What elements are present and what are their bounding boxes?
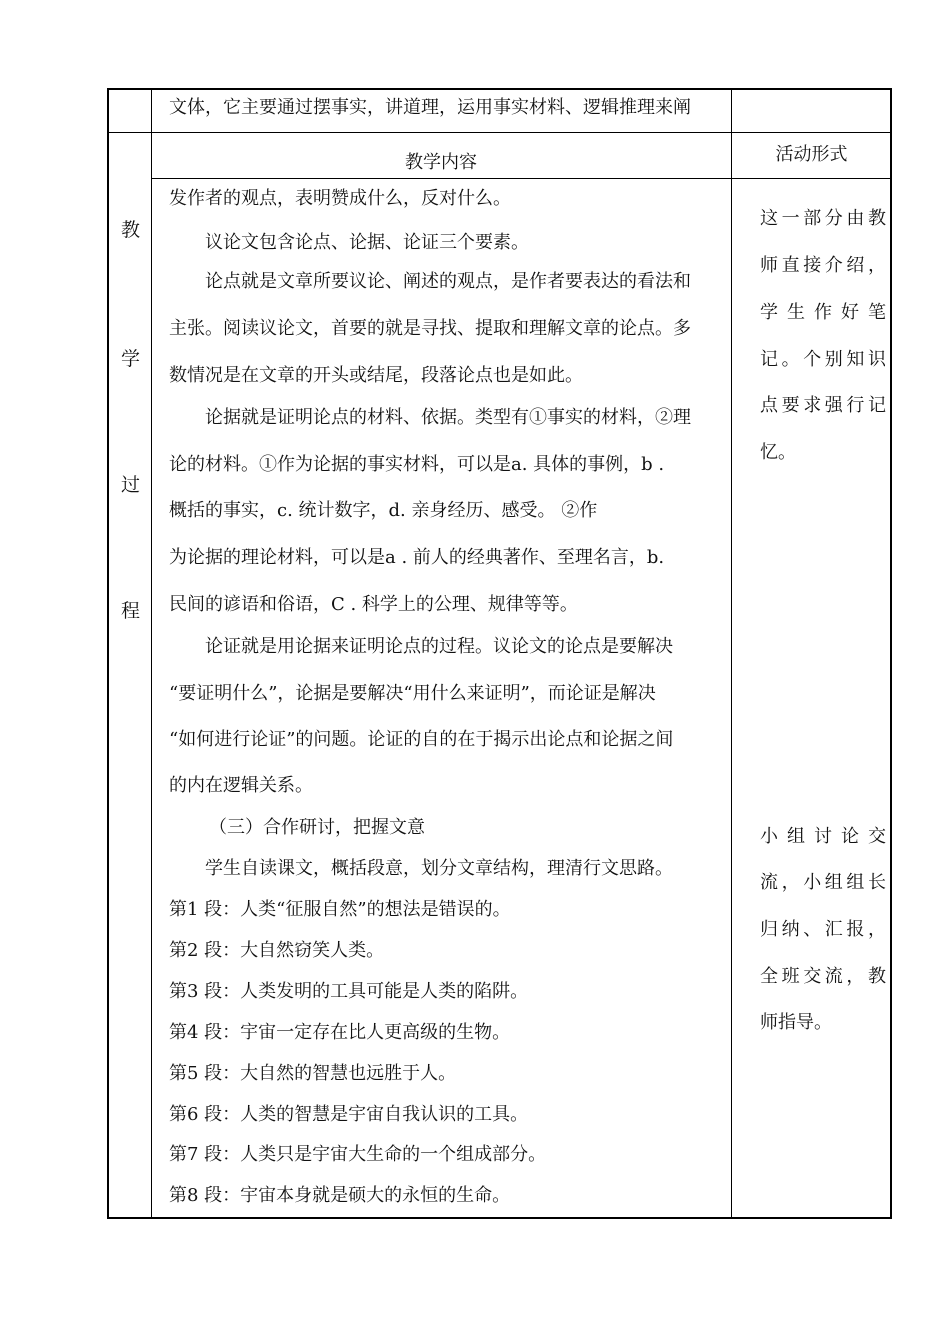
activity-line: 流 ， 小 组 组 长 [760, 872, 886, 893]
content-line: 第6 段：人类的智慧是宇宙自我认识的工具。 [169, 1104, 529, 1125]
content-line: “如何进行论证”的问题。论证的自的在于揭示出论点和论据之间 [169, 729, 674, 750]
side-label-char: 程 [120, 600, 140, 622]
content-line: 第1 段：人类“征服自然”的想法是错误的。 [169, 899, 511, 920]
content-line: 第2 段：大自然窃笑人类。 [169, 940, 385, 961]
content-line: （三）合作研讨，把握文意 [209, 817, 425, 838]
content-line: 论的材料。①作为论据的事实材料，可以是a. 具体的事例，b . [169, 454, 665, 475]
content-line: 第7 段：人类只是宇宙大生命的一个组成部分。 [169, 1144, 547, 1165]
content-line: “要证明什么”，论据是要解决“用什么来证明”，而论证是解决 [169, 683, 656, 704]
side-label-char: 教 [120, 219, 140, 241]
content-line: 的内在逻辑关系。 [169, 775, 313, 796]
content-line: 第8 段：宇宙本身就是硕大的永恒的生命。 [169, 1185, 511, 1206]
activity-line: 点 要 求 强 行 记 [760, 395, 886, 416]
activity-line: 忆 。 [760, 442, 796, 463]
activity-line: 全 班 交 流 ， 教 [760, 966, 886, 987]
side-label-char: 学 [120, 348, 140, 370]
content-line: 议论文包含论点、论据、论证三个要素。 [205, 232, 529, 253]
activity-header: 活动形式 [775, 144, 848, 165]
content-line: 论证就是用论据来证明论点的过程。议论文的论点是要解决 [205, 636, 673, 657]
content-line: 第5 段：大自然的智慧也远胜于人。 [169, 1063, 457, 1084]
content-line: 为论据的理论材料，可以是a . 前人的经典著作、至理名言，b. [169, 547, 665, 568]
activity-line: 学 生 作 好 笔 [760, 302, 886, 323]
content-line: 论据就是证明论点的材料、依据。类型有①事实的材料，②理 [205, 407, 691, 428]
activity-line: 小 组 讨 论 交 [760, 826, 886, 847]
row-divider [109, 132, 890, 133]
lesson-table [107, 88, 892, 1219]
activity-line: 师 直 接 介 绍 ， [760, 255, 886, 276]
content-line: 第4 段：宇宙一定存在比人更高级的生物。 [169, 1022, 511, 1043]
content-line: 论点就是文章所要议论、阐述的观点，是作者要表达的看法和 [205, 271, 691, 292]
content-line: 第3 段：人类发明的工具可能是人类的陷阱。 [169, 981, 529, 1002]
side-label-char: 过 [120, 474, 140, 496]
column-divider [151, 90, 152, 1217]
activity-line: 这 一 部 分 由 教 [760, 208, 886, 229]
content-line: 概括的事实，c. 统计数字，d. 亲身经历、感受。 ②作 [169, 500, 598, 521]
top-row-text: 文体，它主要通过摆事实，讲道理，运用事实材料、逻辑推理来阐 [169, 97, 691, 118]
row-divider [151, 178, 890, 179]
content-line: 主张。阅读议论文，首要的就是寻找、提取和理解文章的论点。多 [169, 318, 691, 339]
activity-line: 记 。 个 别 知 识 [760, 349, 886, 370]
activity-line: 师 指 导 。 [760, 1012, 832, 1033]
column-divider [731, 90, 732, 1217]
activity-line: 归 纳 、 汇 报 ， [760, 919, 886, 940]
content-line: 民间的谚语和俗语，C . 科学上的公理、规律等等。 [169, 594, 578, 615]
content-line: 学生自读课文，概括段意，划分文章结构，理清行文思路。 [205, 858, 673, 879]
content-line: 发作者的观点，表明赞成什么，反对什么。 [169, 188, 511, 209]
content-line: 数情况是在文章的开头或结尾，段落论点也是如此。 [169, 365, 583, 386]
content-header: 教学内容 [405, 152, 477, 173]
